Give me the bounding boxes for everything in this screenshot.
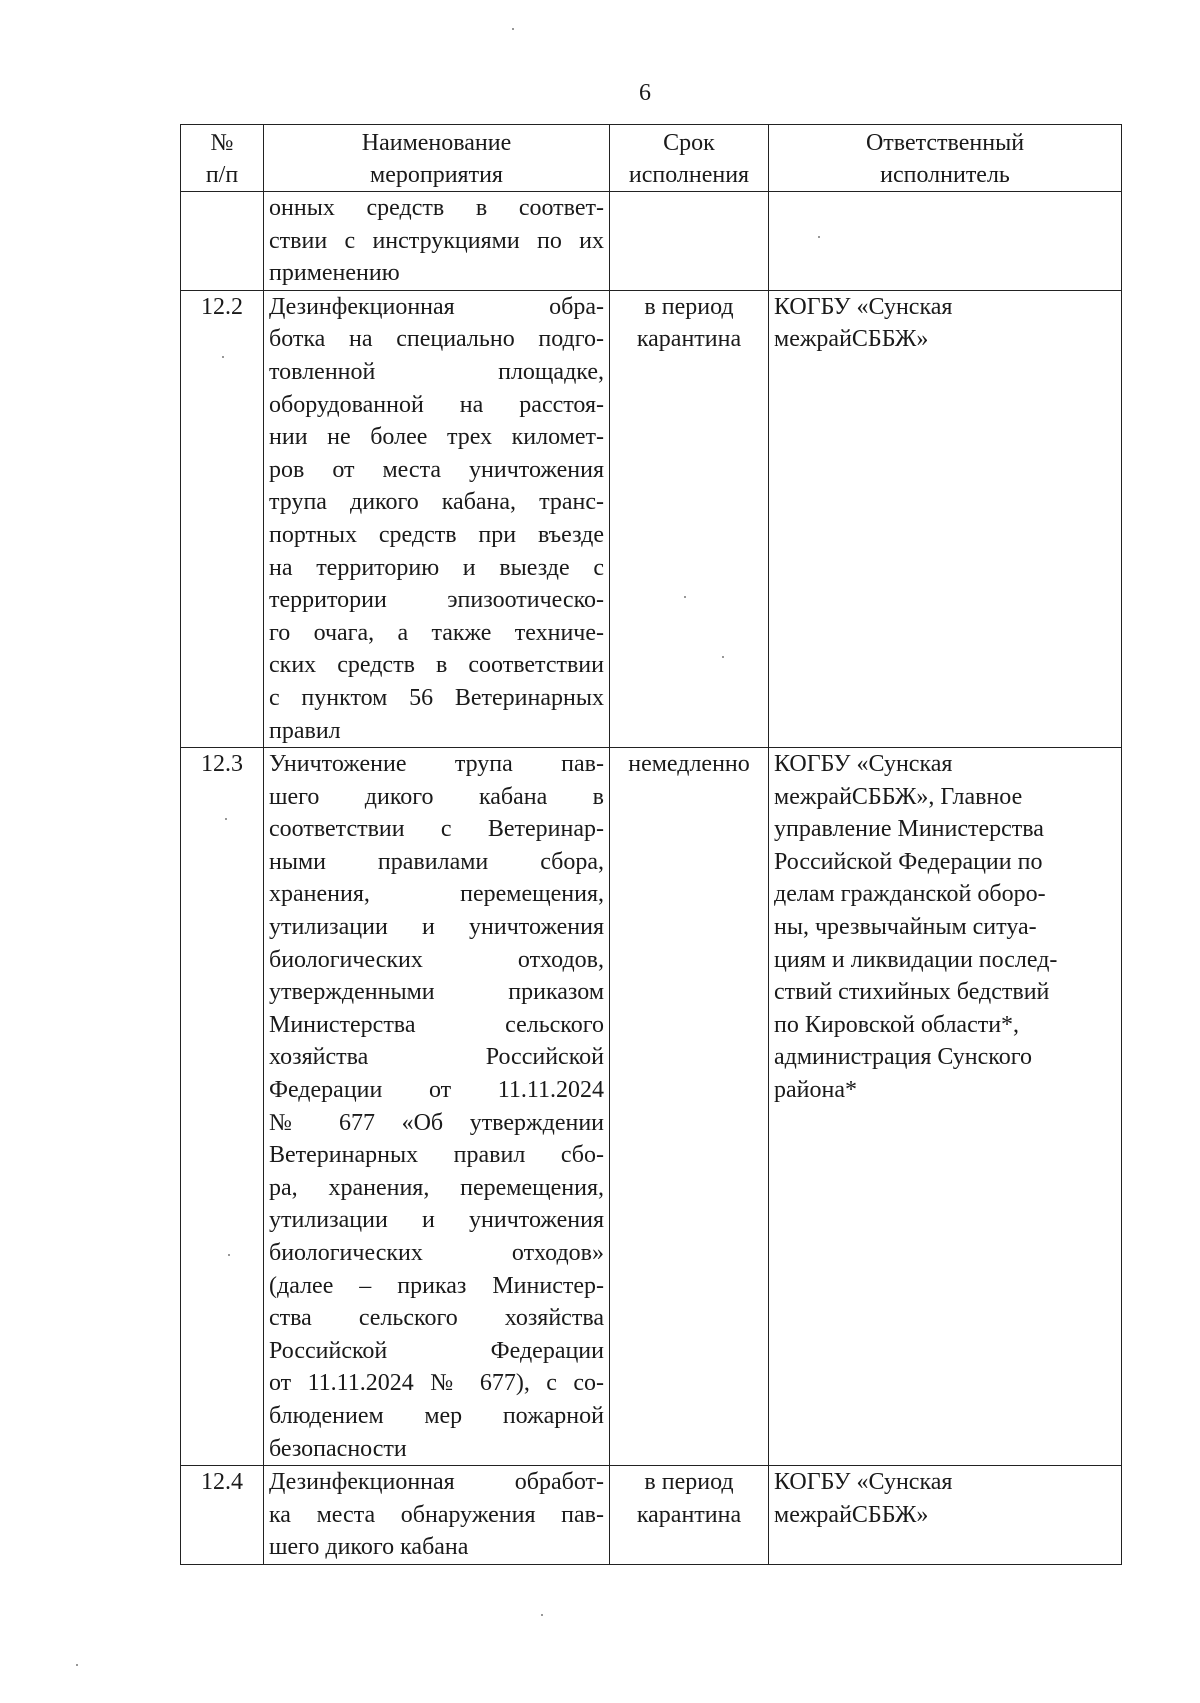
header-term-line-2: исполнения [628, 162, 750, 188]
deadline-line: карантина [636, 326, 742, 353]
measure-name-line: биологических отходов, [269, 946, 604, 973]
table-body [181, 192, 1122, 1565]
responsible-executor-line: циям и ликвидации послед- [774, 946, 1058, 973]
deadline-line: в период [644, 293, 734, 320]
header-number [181, 125, 264, 192]
measure-name [264, 1466, 610, 1565]
responsible-executor [769, 748, 1122, 1466]
table-header-row [181, 125, 1122, 192]
scan-speck [512, 28, 514, 30]
measure-name-line: шего дикого кабана в [269, 783, 604, 810]
deadline-line: немедленно [628, 751, 750, 778]
measure-name-line: ствии с инструкциями по их [269, 227, 604, 254]
responsible-executor [769, 290, 1122, 747]
measure-name [264, 290, 610, 747]
scan-speck [225, 818, 227, 820]
responsible-executor-line: КОГБУ «Сунская [774, 751, 953, 778]
measure-name-line: Российской Федерации [269, 1337, 604, 1364]
scan-speck [76, 1664, 78, 1666]
measure-name-line: хозяйства Российской [269, 1044, 604, 1071]
measure-name-line: применению [269, 260, 400, 287]
measure-name-line: Министерства сельского [269, 1011, 604, 1038]
measure-name-line: Дезинфекционная обра- [269, 293, 604, 320]
header-term-line-1: Срок [663, 130, 715, 156]
measure-name-line: ства сельского хозяйства [269, 1305, 604, 1332]
scan-speck [818, 236, 820, 238]
measure-name-line: Дезинфекционная обработ- [269, 1469, 604, 1496]
responsible-executor-line: КОГБУ «Сунская [774, 293, 953, 320]
responsible-executor-line: Российской Федерации по [774, 848, 1043, 875]
table-row [181, 192, 1122, 291]
responsible-executor-line: администрация Сунского [774, 1044, 1032, 1071]
responsible-executor-line: межрайСББЖ» [774, 326, 929, 353]
measure-name-line: Федерации от 11.11.2024 [269, 1077, 604, 1104]
measure-name-line: нии не более трех километ- [269, 424, 604, 451]
row-number: 12.2 [181, 290, 264, 747]
measure-name-line: территории эпизоотическо- [269, 587, 604, 614]
responsible-executor-line: ны, чрезвычайным ситуа- [774, 914, 1037, 941]
header-number-line-1: № [210, 130, 234, 156]
table-row [181, 1466, 1122, 1565]
header-name-line-1: Наименование [361, 130, 512, 156]
row-number: 12.4 [181, 1466, 264, 1565]
header-responsible-line-1: Ответственный [865, 130, 1025, 156]
measure-name-line: утилизации и уничтожения [269, 914, 604, 941]
measure-name-line: портных средств при въезде [269, 521, 604, 548]
measure-name-line: № 677 «Об утверждении [269, 1109, 604, 1136]
measure-name-line: Ветеринарных правил сбо- [269, 1142, 604, 1169]
page-number: 6 [639, 80, 651, 106]
measure-name-line: соответствии с Ветеринар- [269, 816, 604, 843]
responsible-executor-line: межрайСББЖ», Главное [774, 783, 1023, 810]
measure-name-line: с пунктом 56 Ветеринарных [269, 684, 604, 711]
header-responsible [769, 125, 1122, 192]
header-number-line-2: п/п [205, 162, 239, 188]
measure-name-line: от 11.11.2024 № 677), с со- [269, 1370, 604, 1397]
measure-name-line: хранения, перемещения, [269, 881, 604, 908]
deadline [610, 192, 769, 291]
responsible-executor [769, 192, 1122, 291]
measure-name-line: блюдением мер пожарной [269, 1402, 604, 1429]
measure-name [264, 192, 610, 291]
measure-name-line: шего дикого кабана [269, 1534, 469, 1561]
scan-speck [228, 1254, 230, 1256]
table-row [181, 290, 1122, 747]
measure-name-line: оборудованной на расстоя- [269, 391, 604, 418]
responsible-executor-line: КОГБУ «Сунская [774, 1469, 953, 1496]
measure-name-line: на территорию и выезде с [269, 554, 604, 581]
responsible-executor-line: по Кировской области*, [774, 1011, 1020, 1038]
measure-name-line: го очага, а также техниче- [269, 619, 604, 646]
measure-name-line: (далее – приказ Министер- [269, 1272, 604, 1299]
deadline [610, 748, 769, 1466]
responsible-executor-line: межрайСББЖ» [774, 1501, 929, 1528]
responsible-executor-line: делам гражданской оборо- [774, 881, 1046, 908]
scan-speck [684, 596, 686, 598]
header-term [610, 125, 769, 192]
responsible-executor [769, 1466, 1122, 1565]
measure-name-line: ными правилами сбора, [269, 848, 604, 875]
header-name-line-2: мероприятия [370, 162, 503, 188]
deadline [610, 290, 769, 747]
scan-speck [541, 1614, 543, 1616]
responsible-executor-line: управление Министерства [774, 816, 1044, 843]
measure-name-line: товленной площадке, [269, 358, 604, 385]
scan-speck [222, 356, 224, 358]
deadline-line: карантина [636, 1501, 742, 1528]
measure-name-line: онных средств в соответ- [269, 195, 604, 221]
measure-name-line: трупа дикого кабана, транс- [269, 489, 604, 516]
responsible-executor-line: района* [774, 1077, 857, 1104]
measure-name-line: безопасности [269, 1435, 407, 1462]
deadline [610, 1466, 769, 1565]
row-number: 12.3 [181, 748, 264, 1466]
table-row [181, 748, 1122, 1466]
measure-name-line: ка места обнаружения пав- [269, 1501, 604, 1528]
measure-name-line: ботка на специально подго- [269, 326, 604, 353]
measures-table [180, 124, 1122, 1565]
measure-name-line: утвержденными приказом [269, 979, 604, 1006]
responsible-executor-line: ствий стихийных бедствий [774, 979, 1050, 1006]
deadline-line: в период [644, 1469, 734, 1496]
header-responsible-line-2: исполнитель [880, 162, 1010, 188]
measure-name-line: ских средств в соответствии [269, 652, 604, 679]
scan-speck [722, 656, 724, 658]
header-name [264, 125, 610, 192]
measure-name-line: утилизации и уничтожения [269, 1207, 604, 1234]
measure-name [264, 748, 610, 1466]
row-number [181, 192, 264, 291]
measure-name-line: ра, хранения, перемещения, [269, 1174, 604, 1201]
measure-name-line: правил [269, 717, 341, 744]
measure-name-line: биологических отходов» [269, 1240, 604, 1266]
measure-name-line: ров от места уничтожения [269, 456, 604, 483]
measure-name-line: Уничтожение трупа пав- [269, 751, 604, 778]
